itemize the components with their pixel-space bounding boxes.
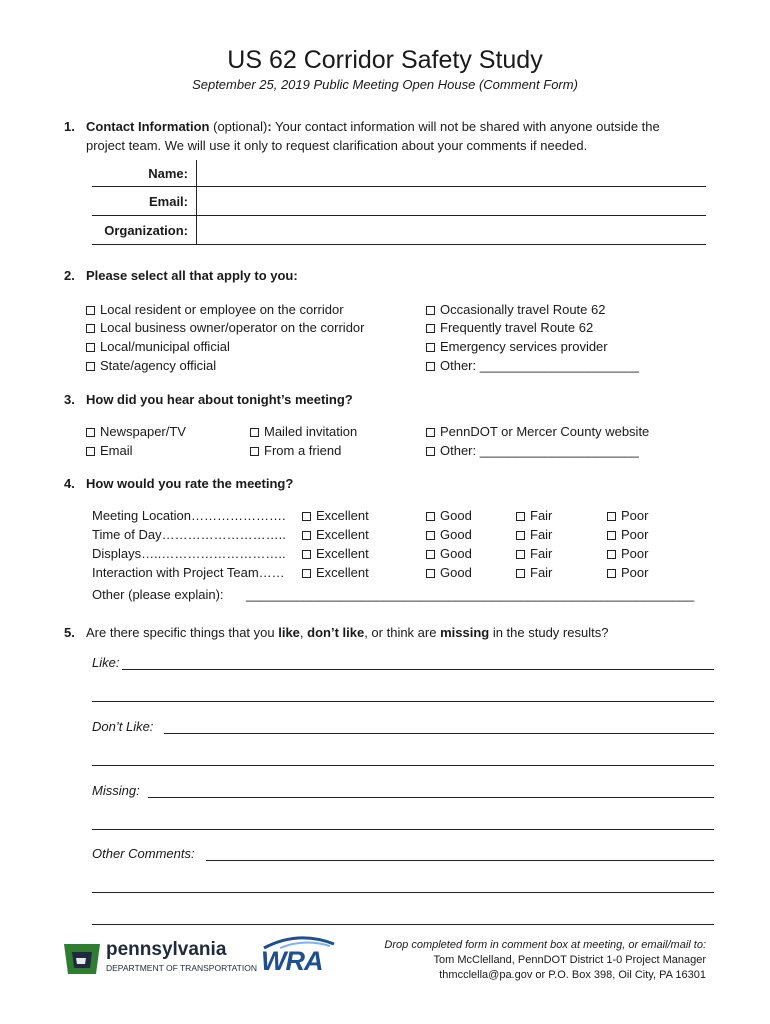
checkbox-icon[interactable] bbox=[607, 512, 616, 521]
checkbox-option[interactable]: From a friend bbox=[250, 443, 341, 458]
checkbox-icon[interactable] bbox=[426, 447, 435, 456]
checkbox-icon[interactable] bbox=[516, 550, 525, 559]
rating-row-label: Time of Day……………………….. bbox=[92, 527, 286, 542]
form-title: US 62 Corridor Safety Study bbox=[227, 46, 543, 74]
footer-contact-address: thmcclella@pa.gov or P.O. Box 398, Oil City, PA 16301 bbox=[439, 969, 706, 981]
missing-field-line-2[interactable] bbox=[92, 829, 714, 830]
penndot-logo bbox=[62, 937, 257, 979]
checkbox-option[interactable]: Local/municipal official bbox=[86, 339, 230, 354]
question-3-number: 3. bbox=[64, 392, 75, 407]
checkbox-icon[interactable] bbox=[426, 343, 435, 352]
dont-like-field[interactable] bbox=[164, 733, 714, 734]
question-2-heading: Please select all that apply to you: bbox=[86, 268, 298, 283]
rating-option-fair[interactable]: Fair bbox=[516, 527, 552, 542]
rating-option-fair[interactable]: Fair bbox=[516, 546, 552, 561]
rating-row-label: Interaction with Project Team…… bbox=[92, 565, 285, 580]
other-explain-label: Other (please explain): bbox=[92, 587, 224, 602]
checkbox-icon[interactable] bbox=[426, 362, 435, 371]
checkbox-icon[interactable] bbox=[302, 550, 311, 559]
checkbox-icon[interactable] bbox=[86, 362, 95, 371]
missing-keyword: missing bbox=[440, 625, 490, 640]
rating-option-good[interactable]: Good bbox=[426, 546, 472, 561]
email-field[interactable] bbox=[92, 215, 706, 216]
checkbox-option[interactable]: Local business owner/operator on the corridor bbox=[86, 320, 364, 335]
checkbox-icon[interactable] bbox=[302, 531, 311, 540]
checkbox-option[interactable]: PennDOT or Mercer County website bbox=[426, 424, 649, 439]
like-label: Like: bbox=[92, 655, 120, 670]
name-field[interactable] bbox=[92, 186, 706, 187]
checkbox-option[interactable]: Local resident or employee on the corridor bbox=[86, 302, 344, 317]
question-text-cont: project team. We will use it only to request clarification about your comments if needed. bbox=[86, 138, 588, 153]
question-3-heading: How did you hear about tonight’s meeting? bbox=[86, 392, 353, 407]
question-4-number: 4. bbox=[64, 476, 75, 491]
rating-option-poor[interactable]: Poor bbox=[607, 546, 648, 561]
checkbox-icon[interactable] bbox=[607, 550, 616, 559]
question-1 bbox=[64, 117, 724, 153]
checkbox-option[interactable]: Email bbox=[86, 443, 133, 458]
question-colon: : bbox=[267, 119, 272, 134]
question-number: 1. bbox=[64, 119, 75, 134]
rating-option-excellent[interactable]: Excellent bbox=[302, 546, 369, 561]
rating-option-good[interactable]: Good bbox=[426, 508, 472, 523]
other-explain-field[interactable]: ______________________________________________________________ bbox=[246, 587, 695, 602]
checkbox-icon[interactable] bbox=[516, 569, 525, 578]
checkbox-option[interactable]: Occasionally travel Route 62 bbox=[426, 302, 605, 317]
email-label: Email: bbox=[148, 194, 188, 209]
penndot-department: DEPARTMENT OF TRANSPORTATION bbox=[106, 963, 257, 973]
dont-like-label: Don’t Like: bbox=[92, 719, 154, 734]
checkbox-icon[interactable] bbox=[426, 428, 435, 437]
checkbox-option[interactable]: Other: ______________________ bbox=[426, 358, 639, 373]
rating-option-good[interactable]: Good bbox=[426, 565, 472, 580]
question-5 bbox=[64, 625, 609, 640]
dont-like-field-line-2[interactable] bbox=[92, 765, 714, 766]
footer-contact-name: Tom McClelland, PennDOT District 1-0 Project Manager bbox=[433, 954, 706, 966]
dont-like-keyword: don’t like bbox=[307, 625, 365, 640]
contact-divider bbox=[196, 160, 197, 244]
checkbox-icon[interactable] bbox=[426, 512, 435, 521]
checkbox-icon[interactable] bbox=[302, 569, 311, 578]
rating-row-label: Displays…..……………………….. bbox=[92, 546, 286, 561]
rating-option-excellent[interactable]: Excellent bbox=[302, 527, 369, 542]
checkbox-icon[interactable] bbox=[250, 447, 259, 456]
rating-option-fair[interactable]: Fair bbox=[516, 508, 552, 523]
question-optional: (optional) bbox=[209, 119, 268, 134]
checkbox-option[interactable]: Frequently travel Route 62 bbox=[426, 320, 593, 335]
other-comments-field[interactable] bbox=[206, 860, 714, 861]
wra-logo bbox=[260, 936, 340, 978]
question-text: , bbox=[299, 625, 308, 640]
checkbox-option[interactable]: Newspaper/TV bbox=[86, 424, 186, 439]
question-text: , or think are bbox=[364, 625, 441, 640]
rating-option-poor[interactable]: Poor bbox=[607, 508, 648, 523]
checkbox-icon[interactable] bbox=[516, 512, 525, 521]
other-comments-field-line-3[interactable] bbox=[92, 924, 714, 925]
missing-field[interactable] bbox=[148, 797, 714, 798]
question-text: in the study results? bbox=[489, 625, 609, 640]
rating-option-good[interactable]: Good bbox=[426, 527, 472, 542]
form-subtitle: September 25, 2019 Public Meeting Open House (Comment Form) bbox=[192, 77, 578, 92]
checkbox-icon[interactable] bbox=[426, 531, 435, 540]
checkbox-option[interactable]: Mailed invitation bbox=[250, 424, 357, 439]
rating-row-label: Meeting Location…………………. bbox=[92, 508, 286, 523]
question-2-number: 2. bbox=[64, 268, 75, 283]
checkbox-icon[interactable] bbox=[86, 343, 95, 352]
checkbox-icon[interactable] bbox=[426, 569, 435, 578]
other-comments-label: Other Comments: bbox=[92, 846, 195, 861]
checkbox-icon[interactable] bbox=[426, 324, 435, 333]
checkbox-icon[interactable] bbox=[86, 428, 95, 437]
like-keyword: like bbox=[278, 625, 300, 640]
organization-label: Organization: bbox=[104, 223, 188, 238]
missing-label: Missing: bbox=[92, 783, 140, 798]
checkbox-option[interactable]: Emergency services provider bbox=[426, 339, 608, 354]
penndot-name: pennsylvania bbox=[106, 939, 227, 960]
rating-option-excellent[interactable]: Excellent bbox=[302, 508, 369, 523]
checkbox-icon[interactable] bbox=[607, 569, 616, 578]
rating-option-poor[interactable]: Poor bbox=[607, 565, 648, 580]
checkbox-icon[interactable] bbox=[250, 428, 259, 437]
footer-instructions: Drop completed form in comment box at meeting, or email/mail to: bbox=[384, 939, 706, 951]
other-comments-field-line-2[interactable] bbox=[92, 892, 714, 893]
checkbox-icon[interactable] bbox=[302, 512, 311, 521]
rating-option-excellent[interactable]: Excellent bbox=[302, 565, 369, 580]
checkbox-icon[interactable] bbox=[607, 531, 616, 540]
checkbox-icon[interactable] bbox=[426, 306, 435, 315]
question-text: Are there specific things that you bbox=[86, 625, 279, 640]
checkbox-icon[interactable] bbox=[86, 447, 95, 456]
rating-option-fair[interactable]: Fair bbox=[516, 565, 552, 580]
like-field[interactable] bbox=[122, 669, 714, 670]
keystone-icon bbox=[62, 938, 102, 978]
wra-name: WRA bbox=[261, 946, 323, 976]
checkbox-option[interactable]: State/agency official bbox=[86, 358, 216, 373]
question-number: 5. bbox=[64, 625, 75, 640]
question-text: Your contact information will not be shared with anyone outside the bbox=[271, 119, 660, 134]
like-field-line-2[interactable] bbox=[92, 701, 714, 702]
checkbox-icon[interactable] bbox=[86, 306, 95, 315]
checkbox-option[interactable]: Other: ______________________ bbox=[426, 443, 639, 458]
checkbox-icon[interactable] bbox=[516, 531, 525, 540]
checkbox-icon[interactable] bbox=[426, 550, 435, 559]
question-heading: Contact Information bbox=[86, 119, 210, 134]
checkbox-icon[interactable] bbox=[86, 324, 95, 333]
name-label: Name: bbox=[148, 166, 188, 181]
question-4-heading: How would you rate the meeting? bbox=[86, 476, 294, 491]
rating-option-poor[interactable]: Poor bbox=[607, 527, 648, 542]
organization-field[interactable] bbox=[92, 244, 706, 245]
